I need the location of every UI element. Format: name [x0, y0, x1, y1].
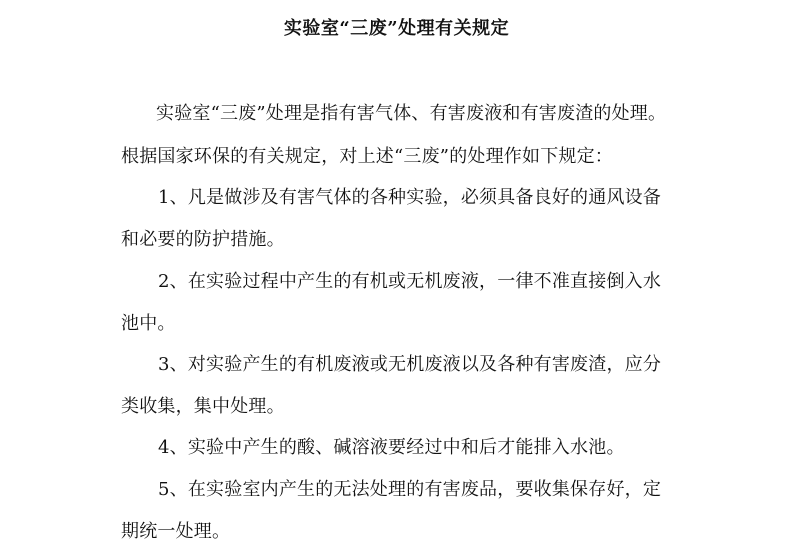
rule-5-line-1: 5、在实验室内产生的无法处理的有害废品，要收集保存好，定 [158, 479, 662, 500]
rule-5-line-2: 期统一处理。 [121, 521, 231, 542]
rule-1-line-1: 1、凡是做涉及有害气体的各种实验，必须具备良好的通风设备 [158, 187, 662, 208]
document-title: 实验室“三废”处理有关规定 [283, 18, 510, 39]
rule-3-line-1: 3、对实验产生的有机废液或无机废液以及各种有害废渣，应分 [158, 354, 662, 375]
rule-4-line-1: 4、实验中产生的酸、碱溶液要经过中和后才能排入水池。 [158, 437, 625, 458]
rule-3-line-2: 类收集，集中处理。 [121, 396, 285, 417]
intro-line-2: 根据国家环保的有关规定，对上述“三废”的处理作如下规定： [121, 146, 614, 167]
rule-2-line-1: 2、在实验过程中产生的有机或无机废液，一律不准直接倒入水 [158, 271, 662, 292]
rule-2-line-2: 池中。 [121, 313, 176, 334]
intro-line-1: 实验室“三废”处理是指有害气体、有害废液和有害废渣的处理。 [156, 103, 667, 124]
rule-1-line-2: 和必要的防护措施。 [121, 229, 285, 250]
